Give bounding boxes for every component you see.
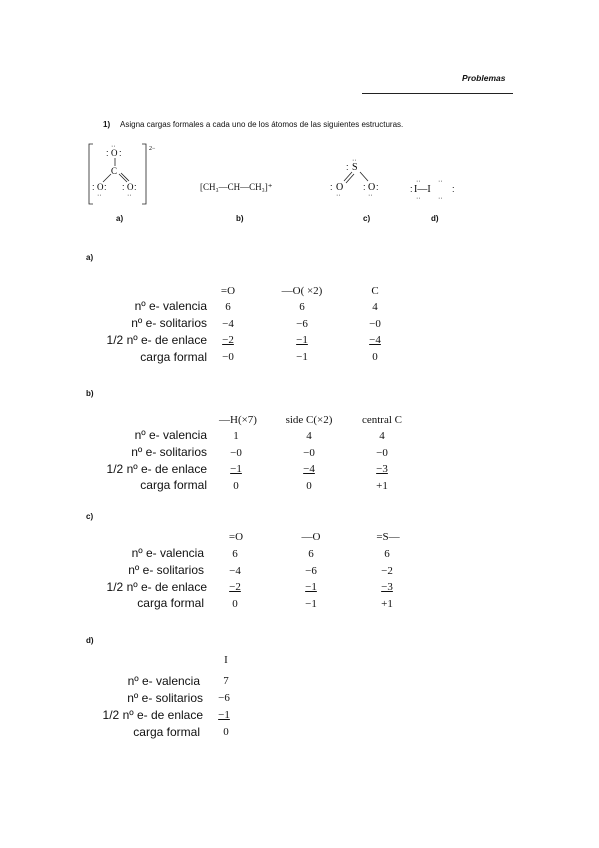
section-c-cell: −2	[229, 581, 241, 593]
structure-a-atom-o-right: O	[127, 182, 134, 192]
section-a-row-valencia: nº e- valencia	[134, 299, 207, 313]
section-d-row-carga: carga formal	[133, 725, 200, 739]
structure-c-atom-s: S	[352, 162, 358, 173]
section-b-label: b)	[86, 389, 94, 398]
section-b-cell: −0	[230, 447, 242, 459]
structure-b-label: b)	[236, 214, 244, 223]
section-a-col-1: —O( ×2)	[281, 285, 323, 297]
section-a-row-carga: carga formal	[140, 350, 207, 364]
structure-c-atom-o-right: O	[368, 182, 376, 193]
svg-text::: :	[452, 184, 455, 194]
section-b-row-valencia: nº e- valencia	[134, 428, 207, 442]
svg-text::: :	[410, 184, 413, 194]
section-c-cell: −2	[381, 565, 393, 577]
svg-text:··: ··	[127, 192, 132, 199]
structure-a-label: a)	[116, 214, 124, 223]
svg-text:··: ··	[352, 157, 357, 164]
section-a-cell: 6	[299, 301, 305, 313]
section-d-row-valencia: nº e- valencia	[127, 674, 200, 688]
section-d-row-enlace: 1/2 nº e- de enlace	[102, 708, 203, 722]
section-b-cell: −0	[376, 447, 388, 459]
svg-text::: :	[106, 148, 109, 158]
question-text: Asigna cargas formales a cada uno de los átomos de las siguientes estructuras.	[120, 120, 404, 129]
structure-d-formula: I—I	[414, 184, 431, 195]
section-b-cell: −1	[230, 463, 242, 475]
section-c-cell: −1	[305, 598, 317, 610]
section-c-cell: 6	[308, 548, 314, 560]
section-b-cell: 4	[379, 430, 385, 442]
section-a-cell: −4	[222, 318, 234, 330]
section-b-cell: −3	[376, 463, 388, 475]
svg-text:··: ··	[438, 195, 443, 202]
section-c-label: c)	[86, 512, 94, 521]
section-a-cell: 0	[372, 351, 378, 363]
section-c-cell: +1	[381, 598, 393, 610]
page-header-title: Problemas	[462, 73, 506, 83]
structure-d-drawing	[408, 178, 458, 202]
section-b-col-0: —H(×7)	[219, 414, 257, 426]
structure-c-drawing	[322, 155, 392, 200]
svg-text::: :	[330, 182, 333, 192]
section-d-cell: −6	[218, 692, 230, 704]
section-b-cell: −0	[303, 447, 315, 459]
structure-b-formula: [CH₃—CH—CH₃]⁺	[200, 182, 273, 192]
structure-a-atom-o-left: O	[97, 182, 104, 192]
structure-a-atom-c: C	[111, 166, 118, 176]
section-b-row-carga: carga formal	[140, 478, 207, 492]
section-a-col-2: C	[371, 285, 379, 297]
section-c-row-carga: carga formal	[137, 596, 204, 610]
section-c-row-solitarios: nº e- solitarios	[128, 563, 204, 577]
svg-text::: :	[104, 182, 107, 192]
structure-d-label: d)	[431, 214, 439, 223]
svg-text::: :	[346, 162, 349, 172]
structure-a-charge: 2−	[149, 146, 156, 152]
header-rule	[362, 93, 513, 94]
section-b-cell: 4	[306, 430, 312, 442]
section-c-row-enlace: 1/2 nº e- de enlace	[106, 580, 207, 594]
section-a-cell: −2	[222, 334, 234, 346]
structure-a-drawing	[85, 140, 160, 210]
svg-text::: :	[119, 148, 122, 158]
section-d-row-solitarios: nº e- solitarios	[127, 691, 203, 705]
svg-text::: :	[122, 182, 125, 192]
section-c-col-2: =S—	[376, 531, 400, 543]
structure-a-atom-o-top: O	[111, 148, 118, 158]
section-c-cell: −6	[305, 565, 317, 577]
structure-c-label: c)	[363, 214, 371, 223]
section-d-cell: −1	[218, 709, 230, 721]
section-a-cell: −1	[296, 351, 308, 363]
svg-text:··: ··	[368, 192, 373, 199]
section-c-cell: 0	[232, 598, 238, 610]
svg-text:··: ··	[416, 178, 421, 185]
section-d-col-0: I	[224, 654, 228, 666]
section-a-cell: 6	[225, 301, 231, 313]
section-c-cell: −3	[381, 581, 393, 593]
section-b-row-solitarios: nº e- solitarios	[131, 445, 207, 459]
svg-text:··: ··	[97, 192, 102, 199]
section-c-cell: −4	[229, 565, 241, 577]
svg-text:··: ··	[416, 195, 421, 202]
section-b-cell: −4	[303, 463, 315, 475]
section-b-col-2: central C	[361, 414, 402, 426]
section-c-col-1: —O	[301, 531, 321, 543]
section-a-cell: −4	[369, 334, 381, 346]
svg-text:··: ··	[438, 178, 443, 185]
section-a-col-0: =O	[220, 285, 236, 297]
section-a-row-solitarios: nº e- solitarios	[131, 316, 207, 330]
section-a-cell: −0	[369, 318, 381, 330]
question-number: 1)	[103, 120, 111, 129]
section-a-row-enlace: 1/2 nº e- de enlace	[106, 333, 207, 347]
section-a-cell: −6	[296, 318, 308, 330]
svg-text::: :	[134, 182, 137, 192]
section-a-cell: −0	[222, 351, 234, 363]
svg-text::: :	[376, 182, 379, 192]
section-b-cell: 0	[233, 480, 239, 492]
svg-text:··: ··	[336, 192, 341, 199]
section-a-label: a)	[86, 253, 94, 262]
structure-c-atom-o-left: O	[336, 182, 344, 193]
section-b-col-1: side C(×2)	[285, 414, 333, 426]
section-b-cell: 1	[233, 430, 239, 442]
section-c-row-valencia: nº e- valencia	[131, 546, 204, 560]
section-d-cell: 0	[223, 726, 229, 738]
section-a-cell: 4	[372, 301, 378, 313]
svg-text::: :	[92, 182, 95, 192]
section-c-cell: 6	[384, 548, 390, 560]
section-b-cell: 0	[306, 480, 312, 492]
section-c-cell: −1	[305, 581, 317, 593]
section-c-cell: 6	[232, 548, 238, 560]
section-b-row-enlace: 1/2 nº e- de enlace	[106, 462, 207, 476]
section-a-cell: −1	[296, 334, 308, 346]
section-d-cell: 7	[223, 675, 229, 687]
section-c-col-0: =O	[228, 531, 244, 543]
section-d-label: d)	[86, 636, 94, 645]
svg-text:··: ··	[111, 143, 116, 150]
section-b-cell: +1	[376, 480, 388, 492]
svg-text::: :	[363, 182, 366, 192]
